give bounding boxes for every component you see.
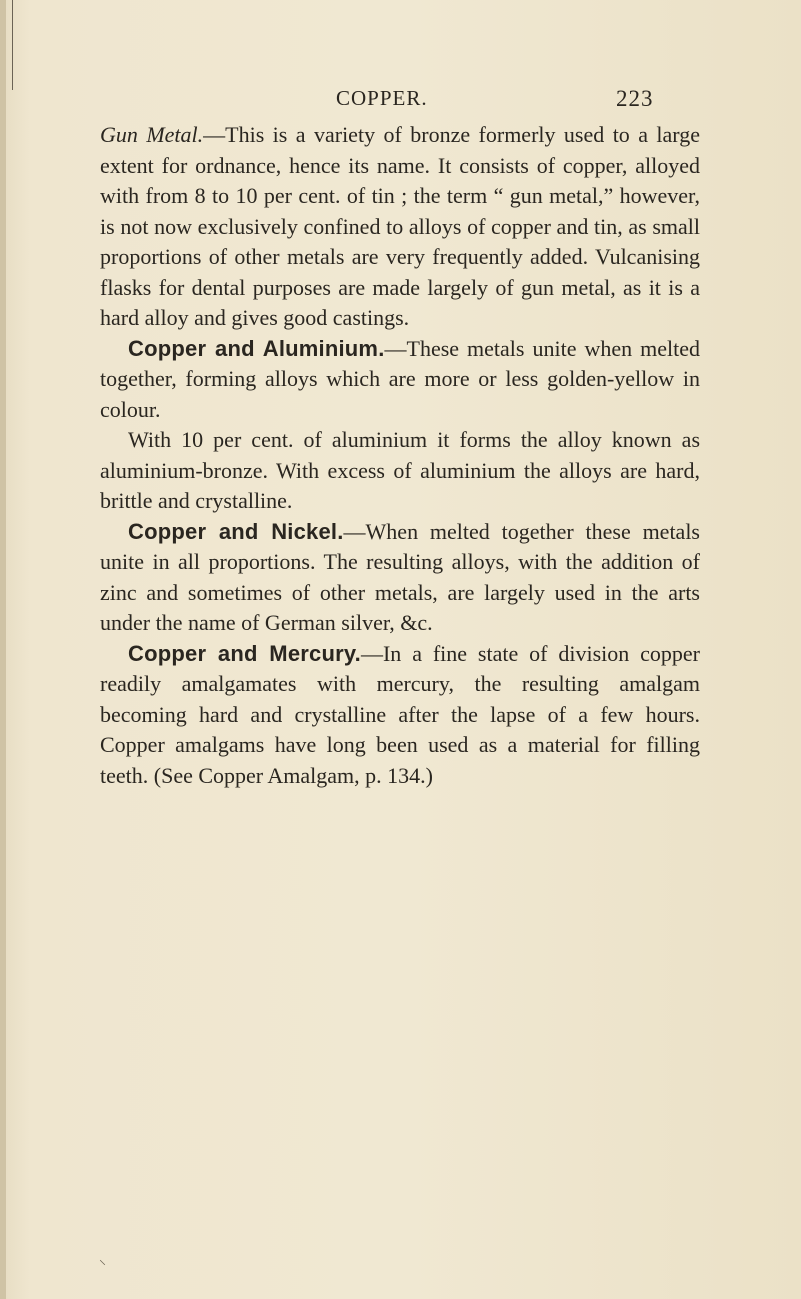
- binding-line: [12, 0, 13, 90]
- paragraph-text: —In a fine state of division copper readily amalgamates with mercury, the resulting amalgam becoming hard and crystalline after the lapse of a few hours. Copper amalgams have long been used as a material for filling teeth. (See Copper Amalgam, p. 134.): [100, 640, 700, 788]
- heading-copper-nickel: Copper and Nickel.: [128, 518, 344, 544]
- page-number: 223: [616, 86, 654, 111]
- paragraph-text: With 10 per cent. of aluminium it forms the alloy known as aluminium-bronze. With excess of aluminium the alloys are hard, brittle and crystalline.: [100, 427, 700, 513]
- printer-mark: ⸜: [99, 1253, 106, 1268]
- binding-edge: [0, 0, 6, 1299]
- body-text: [100, 120, 700, 791]
- running-head: [330, 86, 730, 116]
- running-title: COPPER.: [336, 86, 428, 110]
- paragraph-text: —This is a variety of bronze formerly used to a large extent for ordnance, hence its name. It consists of copper, alloyed with from 8 to 10 per cent. of tin ; the term “ gun metal,” however, is not now exclusively confined to alloys of copper and tin, as small proportions of other metals are very frequently added. Vulcanising flasks for dental purposes are made largely of gun metal, as it is a hard alloy and gives good castings.: [100, 122, 700, 330]
- paragraph-copper-mercury: [100, 639, 700, 792]
- paragraph-text: —When melted together these metals unite in all proportions. The resulting alloys, with the addition of zinc and sometimes of other metals, are largely used in the arts under the name of German silver, &c.: [100, 518, 700, 635]
- paragraph-copper-nickel: [100, 517, 700, 639]
- paragraph-aluminium-bronze: [100, 425, 700, 517]
- paragraph-copper-aluminium: [100, 334, 700, 426]
- paragraph-gun-metal: [100, 120, 700, 334]
- heading-copper-aluminium: Copper and Aluminium.: [128, 335, 385, 361]
- paragraph-text: —These metals unite when melted together, forming alloys which are more or less golden-yellow in colour.: [100, 335, 701, 422]
- heading-copper-mercury: Copper and Mercury.: [128, 640, 361, 666]
- heading-gun-metal: Gun Metal.: [100, 122, 204, 147]
